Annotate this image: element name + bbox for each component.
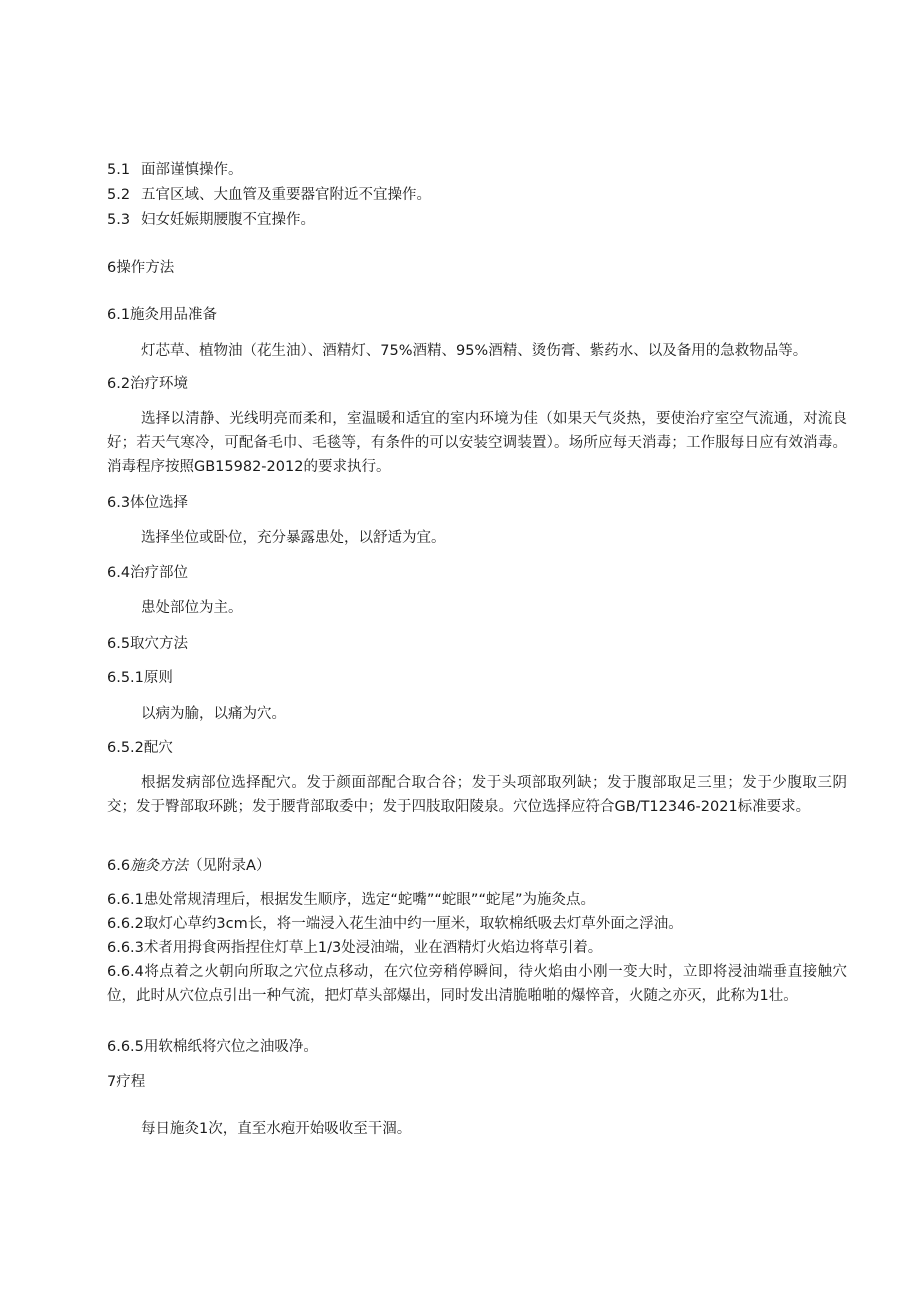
clause-5-1: 5.1 面部谨慎操作。 [107, 162, 243, 178]
section-6-3-heading: 6.3体位选择 [107, 495, 189, 511]
section-6-2-paragraph: 选择以清静、光线明亮而柔和，室温暖和适宜的室内环境为佳（如果天气炎热，要使治疗室空气流通，对流良好；若天气寒冷，可配备毛巾、毛毯等，有条件的可以安装空调装置）。场所应每天消毒；工作服每日应有效消毒。消毒程序按照GB15982-2012的要求执行。 [107, 411, 847, 475]
section-6-4-paragraph: 患处部位为主。 [141, 600, 243, 616]
section-6-5-1-heading: 6.5.1原则 [107, 670, 173, 686]
section-6-3-paragraph: 选择坐位或卧位，充分暴露患处，以舒适为宜。 [141, 530, 446, 546]
section-6-4-heading: 6.4治疗部位 [107, 565, 189, 581]
section-6-5-2-paragraph: 根据发病部位选择配穴。发于颜面部配合取合谷；发于头项部取列缺；发于腹部取足三里；发于少腹取三阴交；发于臀部取环跳；发于腰背部取委中；发于四肢取阳陵泉。穴位选择应符合GB/T12346-2021标准要求。 [107, 775, 847, 815]
section-6-5-2-heading: 6.5.2配穴 [107, 740, 173, 756]
section-6-2-heading: 6.2治疗环境 [107, 376, 189, 392]
clause-6-6-4: 6.6.4将点着之火朝向所取之穴位点移动，在穴位旁稍停瞬间，待火焰由小刚一变大时，立即将浸油端垂直接触穴位，此时从穴位点引出一种气流，把灯草头部爆出，同时发出清脆啪啪的爆悴音，火随之亦灭，此称为1壮。 [107, 964, 847, 1004]
clause-6-6-3: 6.6.3术者用拇食两指捏住灯草上1/3处浸油端，业在酒精灯火焰边将草引着。 [107, 940, 603, 956]
section-7-paragraph: 每日施灸1次，直至水疱开始吸收至干涸。 [141, 1121, 412, 1137]
section-6-heading: 6操作方法 [107, 260, 175, 276]
section-6-1-paragraph: 灯芯草、植物油（花生油）、酒精灯、75%酒精、95%酒精、烫伤膏、紫药水、以及备用的急救物品等。 [141, 343, 808, 359]
section-6-5-1-paragraph: 以病为腧，以痛为穴。 [141, 706, 286, 722]
clause-5-2: 5.2 五官区域、大血管及重要器官附近不宜操作。 [107, 187, 431, 203]
clause-6-6-2: 6.6.2取灯心草约3cm长，将一端浸入花生油中约一厘米，取软棉纸吸去灯草外面之浮油。 [107, 916, 683, 932]
clause-5-3: 5.3 妇女妊娠期腰腹不宜操作。 [107, 212, 315, 228]
clause-6-6-1: 6.6.1患处常规清理后，根据发生顺序，选定“蛇嘴”“蛇眼”“蛇尾”为施灸点。 [107, 892, 595, 908]
clause-6-6-5: 6.6.5用软棉纸将穴位之油吸净。 [107, 1039, 318, 1055]
section-6-6-heading: 6.6施灸方法（见附录A） [107, 858, 271, 874]
section-6-5-heading: 6.5取穴方法 [107, 636, 189, 652]
section-6-1-heading: 6.1施灸用品准备 [107, 307, 218, 323]
section-7-heading: 7疗程 [107, 1074, 146, 1090]
